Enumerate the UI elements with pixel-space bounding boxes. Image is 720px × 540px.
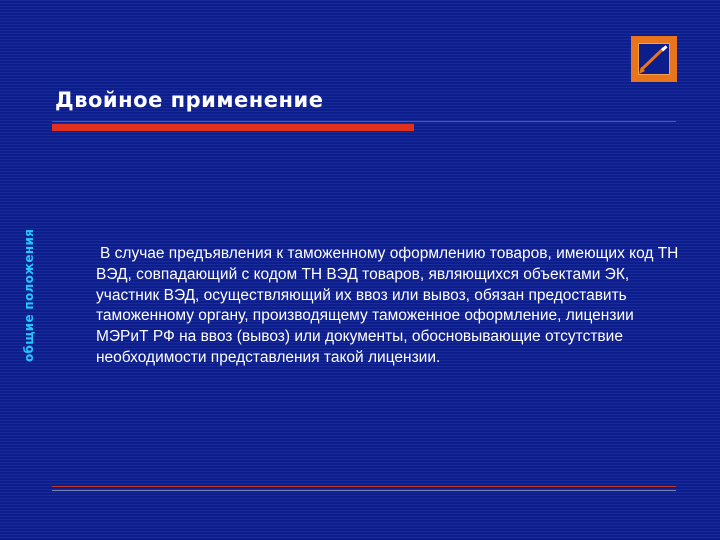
title-divider-accent bbox=[52, 124, 414, 131]
footer-divider-light bbox=[52, 490, 676, 491]
section-side-label: общие положения bbox=[22, 228, 36, 362]
body-paragraph: В случае предъявления к таможенному оформлению товаров, имеющих код ТН ВЭД, совпадающий с кодом ТН ВЭД товаров, являющихся объектами ЭК, участник ВЭД, осуществляющий их ввоз или вывоз, обязан предоставить таможенному органу, производящему таможенное оформление, лицензии МЭРиТ РФ на ввоз (вывоз) или документы, обосновывающие отсутствие необходимости представления такой лицензии. bbox=[96, 245, 679, 366]
pencil-square-icon bbox=[631, 36, 677, 82]
slide-title: Двойное применение bbox=[55, 88, 324, 112]
pencil-stroke-icon bbox=[631, 36, 677, 82]
footer-divider-red bbox=[52, 486, 676, 487]
title-divider-thin bbox=[52, 121, 676, 122]
